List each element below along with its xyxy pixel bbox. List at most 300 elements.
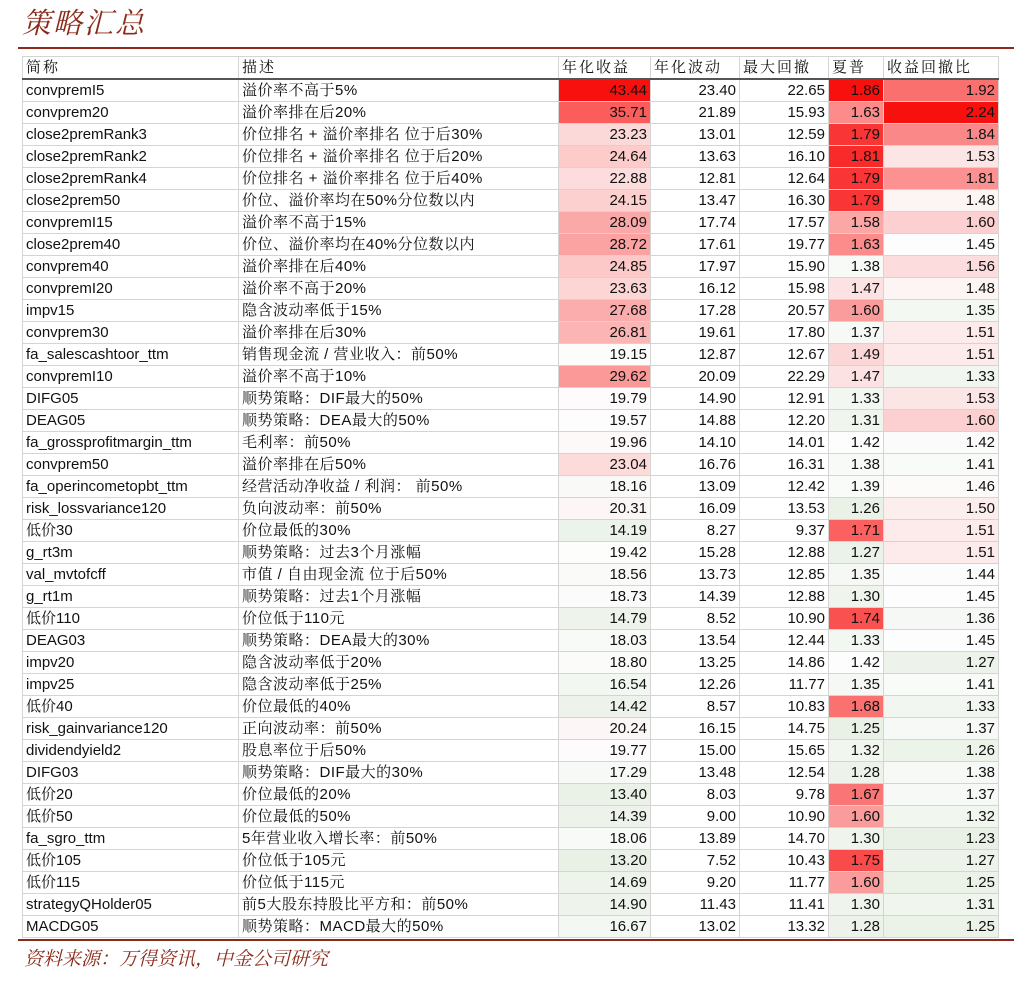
cell-return-drawdown-ratio: 1.33 (884, 696, 999, 718)
cell-name: close2premRank4 (23, 168, 239, 190)
cell-name: fa_operincometopbt_ttm (23, 476, 239, 498)
cell-max-drawdown: 12.88 (740, 586, 829, 608)
cell-name: fa_salescashtoor_ttm (23, 344, 239, 366)
cell-annual-volatility: 17.74 (651, 212, 740, 234)
cell-description: 顺势策略：过去3个月涨幅 (239, 542, 559, 564)
table-row (23, 300, 999, 322)
cell-name: 低价40 (23, 696, 239, 718)
table-row (23, 784, 999, 806)
cell-description: 隐含波动率低于15% (239, 300, 559, 322)
cell-annual-volatility: 13.48 (651, 762, 740, 784)
cell-annual-volatility: 14.88 (651, 410, 740, 432)
cell-annual-return: 14.90 (559, 894, 651, 916)
cell-name: convprem30 (23, 322, 239, 344)
table-row (23, 806, 999, 828)
cell-description: 价位排名 + 溢价率排名 位于后30% (239, 124, 559, 146)
cell-name: close2prem50 (23, 190, 239, 212)
cell-description: 溢价率不高于10% (239, 366, 559, 388)
cell-sharpe: 1.86 (829, 79, 884, 102)
cell-annual-return: 20.24 (559, 718, 651, 740)
cell-return-drawdown-ratio: 1.53 (884, 146, 999, 168)
col-header-description: 描述 (239, 57, 559, 80)
cell-return-drawdown-ratio: 1.56 (884, 256, 999, 278)
table-row (23, 366, 999, 388)
cell-sharpe: 1.79 (829, 190, 884, 212)
cell-return-drawdown-ratio: 1.48 (884, 190, 999, 212)
cell-name: DIFG03 (23, 762, 239, 784)
cell-annual-volatility: 7.52 (651, 850, 740, 872)
cell-return-drawdown-ratio: 1.50 (884, 498, 999, 520)
cell-description: 股息率位于后50% (239, 740, 559, 762)
cell-sharpe: 1.47 (829, 366, 884, 388)
cell-sharpe: 1.27 (829, 542, 884, 564)
cell-annual-return: 14.42 (559, 696, 651, 718)
cell-sharpe: 1.63 (829, 234, 884, 256)
cell-annual-return: 23.23 (559, 124, 651, 146)
table-row (23, 212, 999, 234)
cell-return-drawdown-ratio: 1.25 (884, 916, 999, 938)
cell-annual-return: 16.67 (559, 916, 651, 938)
cell-sharpe: 1.39 (829, 476, 884, 498)
cell-return-drawdown-ratio: 1.46 (884, 476, 999, 498)
cell-return-drawdown-ratio: 1.33 (884, 366, 999, 388)
cell-description: 价位排名 + 溢价率排名 位于后40% (239, 168, 559, 190)
table-row (23, 146, 999, 168)
cell-max-drawdown: 10.43 (740, 850, 829, 872)
cell-annual-volatility: 8.57 (651, 696, 740, 718)
cell-return-drawdown-ratio: 1.36 (884, 608, 999, 630)
table-row (23, 740, 999, 762)
cell-annual-return: 28.09 (559, 212, 651, 234)
cell-sharpe: 1.68 (829, 696, 884, 718)
cell-annual-volatility: 14.90 (651, 388, 740, 410)
cell-name: risk_lossvariance120 (23, 498, 239, 520)
cell-annual-volatility: 13.01 (651, 124, 740, 146)
cell-description: 溢价率排在后50% (239, 454, 559, 476)
cell-annual-return: 19.96 (559, 432, 651, 454)
col-header-name: 简称 (23, 57, 239, 80)
cell-description: 顺势策略：DEA最大的50% (239, 410, 559, 432)
cell-sharpe: 1.30 (829, 894, 884, 916)
cell-annual-volatility: 12.26 (651, 674, 740, 696)
cell-annual-return: 43.44 (559, 79, 651, 102)
cell-description: 毛利率：前50% (239, 432, 559, 454)
cell-annual-return: 28.72 (559, 234, 651, 256)
cell-annual-return: 17.29 (559, 762, 651, 784)
cell-annual-volatility: 14.39 (651, 586, 740, 608)
table-row (23, 916, 999, 938)
cell-annual-return: 14.39 (559, 806, 651, 828)
cell-annual-volatility: 15.28 (651, 542, 740, 564)
cell-name: impv20 (23, 652, 239, 674)
cell-annual-volatility: 9.20 (651, 872, 740, 894)
cell-description: 溢价率不高于20% (239, 278, 559, 300)
cell-max-drawdown: 10.83 (740, 696, 829, 718)
cell-annual-volatility: 13.47 (651, 190, 740, 212)
cell-annual-volatility: 21.89 (651, 102, 740, 124)
title-divider (18, 47, 1014, 49)
cell-name: 低价30 (23, 520, 239, 542)
cell-name: risk_gainvariance120 (23, 718, 239, 740)
cell-return-drawdown-ratio: 1.51 (884, 542, 999, 564)
cell-name: fa_grossprofitmargin_ttm (23, 432, 239, 454)
cell-description: 价位低于115元 (239, 872, 559, 894)
cell-annual-return: 13.20 (559, 850, 651, 872)
cell-sharpe: 1.35 (829, 564, 884, 586)
table-row (23, 520, 999, 542)
cell-description: 价位、溢价率均在40%分位数以内 (239, 234, 559, 256)
cell-max-drawdown: 17.57 (740, 212, 829, 234)
cell-name: 低价110 (23, 608, 239, 630)
cell-annual-return: 24.85 (559, 256, 651, 278)
cell-name: DIFG05 (23, 388, 239, 410)
cell-return-drawdown-ratio: 1.27 (884, 850, 999, 872)
cell-sharpe: 1.31 (829, 410, 884, 432)
cell-name: fa_sgro_ttm (23, 828, 239, 850)
table-row (23, 894, 999, 916)
cell-sharpe: 1.26 (829, 498, 884, 520)
cell-max-drawdown: 16.10 (740, 146, 829, 168)
cell-return-drawdown-ratio: 1.42 (884, 432, 999, 454)
cell-return-drawdown-ratio: 1.26 (884, 740, 999, 762)
cell-annual-volatility: 17.61 (651, 234, 740, 256)
cell-description: 价位低于105元 (239, 850, 559, 872)
cell-sharpe: 1.74 (829, 608, 884, 630)
cell-annual-volatility: 8.27 (651, 520, 740, 542)
cell-name: impv25 (23, 674, 239, 696)
cell-annual-volatility: 16.09 (651, 498, 740, 520)
cell-max-drawdown: 12.67 (740, 344, 829, 366)
cell-description: 顺势策略：过去1个月涨幅 (239, 586, 559, 608)
cell-annual-return: 18.03 (559, 630, 651, 652)
cell-sharpe: 1.81 (829, 146, 884, 168)
cell-description: 溢价率排在后40% (239, 256, 559, 278)
cell-description: 价位低于110元 (239, 608, 559, 630)
cell-annual-return: 23.04 (559, 454, 651, 476)
cell-description: 溢价率不高于15% (239, 212, 559, 234)
cell-annual-volatility: 13.02 (651, 916, 740, 938)
cell-max-drawdown: 15.93 (740, 102, 829, 124)
cell-description: 价位最低的20% (239, 784, 559, 806)
cell-annual-volatility: 8.52 (651, 608, 740, 630)
cell-name: convprem50 (23, 454, 239, 476)
cell-annual-volatility: 17.28 (651, 300, 740, 322)
cell-return-drawdown-ratio: 1.45 (884, 630, 999, 652)
cell-annual-volatility: 13.89 (651, 828, 740, 850)
cell-annual-return: 19.79 (559, 388, 651, 410)
cell-description: 价位最低的50% (239, 806, 559, 828)
cell-max-drawdown: 13.53 (740, 498, 829, 520)
cell-description: 隐含波动率低于20% (239, 652, 559, 674)
cell-max-drawdown: 9.37 (740, 520, 829, 542)
cell-sharpe: 1.75 (829, 850, 884, 872)
table-row (23, 190, 999, 212)
table-row (23, 762, 999, 784)
cell-annual-volatility: 19.61 (651, 322, 740, 344)
cell-sharpe: 1.28 (829, 916, 884, 938)
cell-return-drawdown-ratio: 1.31 (884, 894, 999, 916)
cell-return-drawdown-ratio: 1.51 (884, 344, 999, 366)
cell-annual-volatility: 13.54 (651, 630, 740, 652)
cell-annual-return: 13.40 (559, 784, 651, 806)
page-title: 策略汇总 (22, 6, 147, 40)
cell-sharpe: 1.33 (829, 388, 884, 410)
cell-annual-volatility: 12.81 (651, 168, 740, 190)
cell-description: 正向波动率：前50% (239, 718, 559, 740)
cell-description: 溢价率不高于5% (239, 79, 559, 102)
col-header-annual-volatility: 年化波动 (651, 57, 740, 80)
cell-annual-volatility: 11.43 (651, 894, 740, 916)
cell-annual-return: 18.06 (559, 828, 651, 850)
table-row (23, 234, 999, 256)
cell-annual-volatility: 8.03 (651, 784, 740, 806)
cell-annual-return: 35.71 (559, 102, 651, 124)
table-row (23, 828, 999, 850)
cell-annual-return: 23.63 (559, 278, 651, 300)
cell-annual-volatility: 12.87 (651, 344, 740, 366)
cell-max-drawdown: 12.54 (740, 762, 829, 784)
table-row (23, 696, 999, 718)
cell-return-drawdown-ratio: 2.24 (884, 102, 999, 124)
table-row (23, 872, 999, 894)
cell-name: 低价115 (23, 872, 239, 894)
cell-sharpe: 1.47 (829, 278, 884, 300)
table-row (23, 79, 999, 102)
cell-max-drawdown: 12.64 (740, 168, 829, 190)
cell-annual-volatility: 17.97 (651, 256, 740, 278)
cell-sharpe: 1.30 (829, 828, 884, 850)
cell-annual-return: 24.64 (559, 146, 651, 168)
cell-description: 负向波动率：前50% (239, 498, 559, 520)
cell-sharpe: 1.38 (829, 256, 884, 278)
cell-max-drawdown: 19.77 (740, 234, 829, 256)
source-note: 资料来源：万得资讯，中金公司研究 (24, 948, 329, 970)
cell-return-drawdown-ratio: 1.41 (884, 674, 999, 696)
table-row (23, 256, 999, 278)
cell-description: 顺势策略：DIF最大的30% (239, 762, 559, 784)
cell-description: 经营活动净收益 / 利润： 前50% (239, 476, 559, 498)
cell-return-drawdown-ratio: 1.45 (884, 234, 999, 256)
strategy-summary-table (22, 56, 999, 938)
cell-name: DEAG05 (23, 410, 239, 432)
cell-description: 销售现金流 / 营业收入：前50% (239, 344, 559, 366)
cell-annual-volatility: 20.09 (651, 366, 740, 388)
cell-max-drawdown: 14.01 (740, 432, 829, 454)
cell-sharpe: 1.30 (829, 586, 884, 608)
table-row (23, 168, 999, 190)
cell-max-drawdown: 16.31 (740, 454, 829, 476)
table-row (23, 322, 999, 344)
cell-annual-volatility: 16.12 (651, 278, 740, 300)
cell-max-drawdown: 15.98 (740, 278, 829, 300)
cell-sharpe: 1.60 (829, 872, 884, 894)
cell-max-drawdown: 14.75 (740, 718, 829, 740)
cell-sharpe: 1.38 (829, 454, 884, 476)
cell-sharpe: 1.79 (829, 124, 884, 146)
table-row (23, 542, 999, 564)
cell-return-drawdown-ratio: 1.53 (884, 388, 999, 410)
cell-annual-return: 14.69 (559, 872, 651, 894)
cell-return-drawdown-ratio: 1.35 (884, 300, 999, 322)
cell-return-drawdown-ratio: 1.32 (884, 806, 999, 828)
col-header-annual-return: 年化收益 (559, 57, 651, 80)
cell-annual-return: 27.68 (559, 300, 651, 322)
table-row (23, 344, 999, 366)
cell-max-drawdown: 20.57 (740, 300, 829, 322)
cell-sharpe: 1.49 (829, 344, 884, 366)
cell-max-drawdown: 17.80 (740, 322, 829, 344)
cell-annual-return: 29.62 (559, 366, 651, 388)
cell-max-drawdown: 10.90 (740, 806, 829, 828)
cell-max-drawdown: 12.20 (740, 410, 829, 432)
cell-max-drawdown: 15.90 (740, 256, 829, 278)
cell-max-drawdown: 16.30 (740, 190, 829, 212)
cell-max-drawdown: 12.91 (740, 388, 829, 410)
table-row (23, 476, 999, 498)
cell-return-drawdown-ratio: 1.60 (884, 410, 999, 432)
cell-return-drawdown-ratio: 1.51 (884, 322, 999, 344)
cell-sharpe: 1.60 (829, 300, 884, 322)
cell-max-drawdown: 10.90 (740, 608, 829, 630)
cell-sharpe: 1.67 (829, 784, 884, 806)
table-row (23, 608, 999, 630)
cell-sharpe: 1.32 (829, 740, 884, 762)
cell-description: 价位、溢价率均在50%分位数以内 (239, 190, 559, 212)
cell-annual-return: 19.77 (559, 740, 651, 762)
cell-max-drawdown: 12.44 (740, 630, 829, 652)
cell-annual-volatility: 14.10 (651, 432, 740, 454)
cell-annual-return: 22.88 (559, 168, 651, 190)
cell-return-drawdown-ratio: 1.92 (884, 79, 999, 102)
col-header-return-drawdown-ratio: 收益回撤比 (884, 57, 999, 80)
cell-sharpe: 1.63 (829, 102, 884, 124)
cell-annual-return: 19.57 (559, 410, 651, 432)
cell-description: 价位排名 + 溢价率排名 位于后20% (239, 146, 559, 168)
cell-max-drawdown: 13.32 (740, 916, 829, 938)
cell-annual-volatility: 13.09 (651, 476, 740, 498)
cell-return-drawdown-ratio: 1.45 (884, 586, 999, 608)
table-row (23, 498, 999, 520)
cell-annual-volatility: 13.73 (651, 564, 740, 586)
cell-description: 顺势策略：DIF最大的50% (239, 388, 559, 410)
cell-name: DEAG03 (23, 630, 239, 652)
cell-name: MACDG05 (23, 916, 239, 938)
cell-name: close2prem40 (23, 234, 239, 256)
cell-annual-volatility: 15.00 (651, 740, 740, 762)
cell-max-drawdown: 11.77 (740, 872, 829, 894)
cell-sharpe: 1.42 (829, 652, 884, 674)
header-row (23, 57, 999, 80)
cell-name: impv15 (23, 300, 239, 322)
cell-return-drawdown-ratio: 1.25 (884, 872, 999, 894)
cell-return-drawdown-ratio: 1.37 (884, 784, 999, 806)
table-row (23, 124, 999, 146)
cell-sharpe: 1.25 (829, 718, 884, 740)
cell-annual-return: 14.19 (559, 520, 651, 542)
cell-annual-return: 18.73 (559, 586, 651, 608)
cell-annual-volatility: 13.63 (651, 146, 740, 168)
cell-return-drawdown-ratio: 1.27 (884, 652, 999, 674)
cell-return-drawdown-ratio: 1.81 (884, 168, 999, 190)
cell-max-drawdown: 12.59 (740, 124, 829, 146)
cell-max-drawdown: 14.70 (740, 828, 829, 850)
cell-name: g_rt1m (23, 586, 239, 608)
table-row (23, 630, 999, 652)
table-row (23, 674, 999, 696)
cell-sharpe: 1.28 (829, 762, 884, 784)
cell-annual-volatility: 13.25 (651, 652, 740, 674)
table-row (23, 586, 999, 608)
cell-name: close2premRank2 (23, 146, 239, 168)
cell-annual-return: 26.81 (559, 322, 651, 344)
cell-annual-volatility: 9.00 (651, 806, 740, 828)
cell-return-drawdown-ratio: 1.51 (884, 520, 999, 542)
cell-max-drawdown: 12.85 (740, 564, 829, 586)
cell-max-drawdown: 22.65 (740, 79, 829, 102)
cell-description: 价位最低的30% (239, 520, 559, 542)
cell-sharpe: 1.60 (829, 806, 884, 828)
cell-annual-return: 18.56 (559, 564, 651, 586)
cell-return-drawdown-ratio: 1.38 (884, 762, 999, 784)
cell-name: convpremI5 (23, 79, 239, 102)
cell-annual-volatility: 16.15 (651, 718, 740, 740)
cell-description: 前5大股东持股比平方和：前50% (239, 894, 559, 916)
cell-name: close2premRank3 (23, 124, 239, 146)
cell-name: convpremI10 (23, 366, 239, 388)
cell-annual-return: 19.42 (559, 542, 651, 564)
cell-annual-return: 18.80 (559, 652, 651, 674)
cell-name: g_rt3m (23, 542, 239, 564)
cell-name: dividendyield2 (23, 740, 239, 762)
cell-sharpe: 1.58 (829, 212, 884, 234)
cell-return-drawdown-ratio: 1.48 (884, 278, 999, 300)
cell-max-drawdown: 14.86 (740, 652, 829, 674)
cell-name: 低价50 (23, 806, 239, 828)
cell-sharpe: 1.42 (829, 432, 884, 454)
cell-max-drawdown: 11.77 (740, 674, 829, 696)
table-row (23, 850, 999, 872)
cell-description: 顺势策略：MACD最大的50% (239, 916, 559, 938)
cell-name: 低价105 (23, 850, 239, 872)
cell-max-drawdown: 12.42 (740, 476, 829, 498)
cell-description: 溢价率排在后20% (239, 102, 559, 124)
table-row (23, 564, 999, 586)
cell-sharpe: 1.79 (829, 168, 884, 190)
cell-name: convprem20 (23, 102, 239, 124)
cell-return-drawdown-ratio: 1.37 (884, 718, 999, 740)
cell-name: convprem40 (23, 256, 239, 278)
cell-annual-return: 20.31 (559, 498, 651, 520)
cell-annual-return: 24.15 (559, 190, 651, 212)
cell-annual-return: 14.79 (559, 608, 651, 630)
cell-annual-return: 18.16 (559, 476, 651, 498)
cell-description: 顺势策略：DEA最大的30% (239, 630, 559, 652)
cell-sharpe: 1.35 (829, 674, 884, 696)
table-row (23, 718, 999, 740)
cell-name: strategyQHolder05 (23, 894, 239, 916)
cell-max-drawdown: 11.41 (740, 894, 829, 916)
cell-max-drawdown: 9.78 (740, 784, 829, 806)
table-row (23, 388, 999, 410)
cell-annual-volatility: 16.76 (651, 454, 740, 476)
table-row (23, 102, 999, 124)
cell-sharpe: 1.33 (829, 630, 884, 652)
cell-description: 价位最低的40% (239, 696, 559, 718)
cell-name: convpremI15 (23, 212, 239, 234)
col-header-sharpe: 夏普 (829, 57, 884, 80)
cell-return-drawdown-ratio: 1.44 (884, 564, 999, 586)
table-row (23, 454, 999, 476)
